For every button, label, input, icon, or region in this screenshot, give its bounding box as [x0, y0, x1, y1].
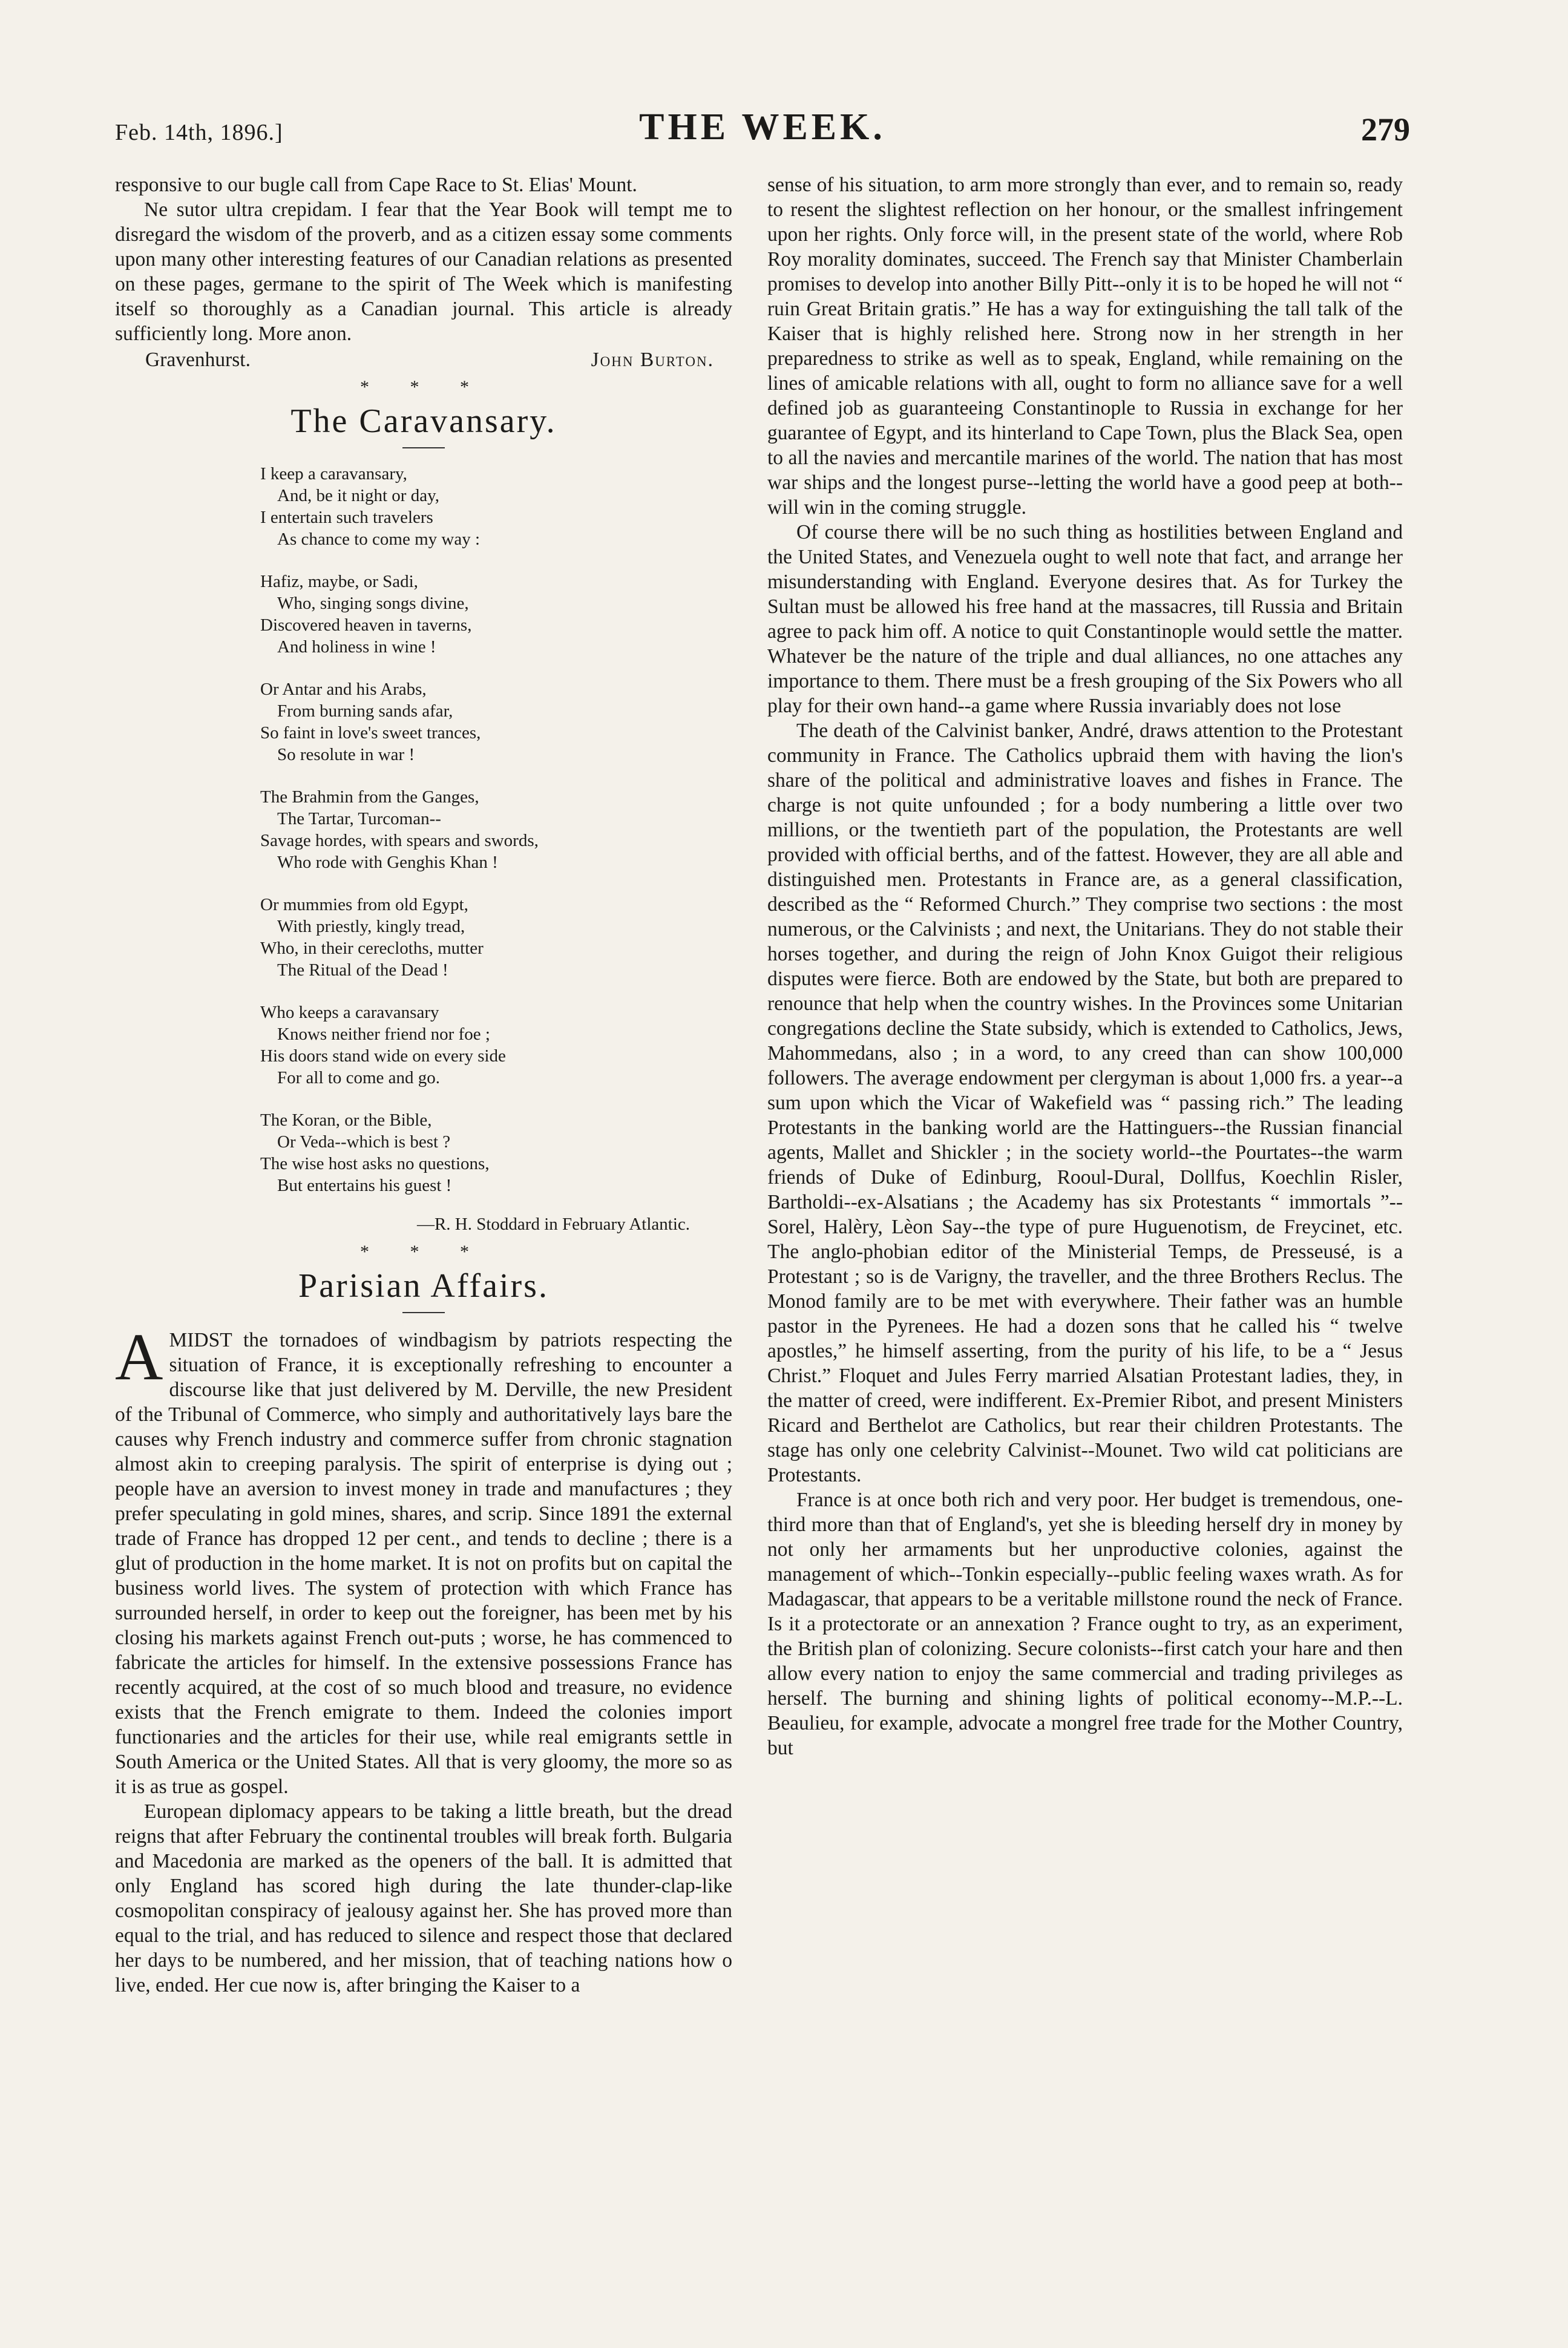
section-separator: * * * [360, 1242, 487, 1262]
poem-line: And, be it night or day, [277, 486, 439, 505]
issue-date: Feb. 14th, 1896.] [115, 120, 283, 145]
poem-line: Who rode with Genghis Khan ! [277, 853, 498, 872]
continued-paragraph: sense of his situation, to arm more strongly than ever, and to remain so, ready to resent the slightest reflection on her honour, or the smallest infringement upon her rights. Only force will, in the present state of the world, where Rob Roy morality dominates, succeed. The French say that Minister Chamberlain promises to develop into another Billy Pitt--only it is to be hoped he will not “ ruin Great Britain gratis.” He has a way for extinguishing the tall talk of the Kaiser that is highly relished here. Strong now in her strength in her preparedness to strike as well as to speak, England, while remaining on the lines of amicable relations with all, ought to form no alliance save for a well defined job as guaranteeing Constantinople to Russia in exchange for her guarantee of Egypt, and its hinterland to Cape Town, plus the Black Sea, open to all the navies and mercantile marines of the world. The nation that has most war ships and the longest purse--letting the world have a good peep at both--will win in the coming struggle. [767, 174, 1403, 519]
section-separator: * * * [360, 377, 487, 397]
poem-line: As chance to come my way : [277, 530, 481, 549]
article-opening-paragraph [115, 1320, 732, 1799]
poem-line: Savage hordes, with spears and swords, [260, 831, 539, 850]
poem-line: The Tartar, Turcoman-- [277, 809, 441, 828]
drop-cap: A [115, 1320, 163, 1394]
poem-line: I entertain such travelers [260, 508, 433, 527]
signature-name: John Burton. [591, 349, 714, 371]
poem-line: The Koran, or the Bible, [260, 1110, 432, 1130]
poem-line: From burning sands afar, [277, 701, 453, 721]
poem-line: Who, in their cerecloths, mutter [260, 939, 484, 958]
title-rule [402, 447, 445, 448]
poem-line: But entertains his guest ! [277, 1176, 452, 1195]
poem-line: Or mummies from old Egypt, [260, 895, 468, 914]
poem-line: The wise host asks no questions, [260, 1154, 490, 1173]
poem-stanza [260, 1109, 732, 1196]
poem-line: So faint in love's sweet trances, [260, 723, 481, 743]
poem-line: Who keeps a caravansary [260, 1003, 439, 1022]
poem-stanza [260, 678, 732, 766]
poem-line: So resolute in war ! [277, 745, 415, 764]
poem-line: I keep a caravansary, [260, 464, 407, 484]
paragraph: European diplomacy appears to be taking a little breath, but the dread reigns that after February the continental troubles will break forth. Bulgaria and Macedonia are marked as the openers of the ball. It is admitted that only England has scored high during the late thunder-clap-like cosmopolitan conspiracy of jealousy against her. She has proved more than equal to the trial, and has reduced to silence and respect those that declared her days to be numbered, and her mission, that of teaching nations how o live, ended. Her cue now is, after bringing the Kaiser to a [115, 1800, 732, 1996]
poem-line: Discovered heaven in taverns, [260, 615, 472, 635]
poem-line: Knows neither friend nor foe ; [277, 1025, 490, 1044]
poem-line: With priestly, kingly tread, [277, 917, 465, 936]
poem-line: And holiness in wine ! [277, 637, 436, 657]
article-opening-text: MIDST the tornadoes of windbagism by patriots respecting the situation of France, it is exceptionally refreshing to encounter a discourse like that just delivered by M. Derville, the new President of the Tribunal of Commerce, who simply and authoritatively lays bare the causes why French industry and commerce suffer from chronic stagnation almost akin to creeping paralysis. The spirit of enterprise is dying out ; people have an aversion to invest money in trade and manufactures ; they prefer speculating in gold mines, shares, and scrip. Since 1891 the external trade of France has dropped 12 per cent., and tends to decline ; there is a glut of production in the home market. It is not on profits but on capital the business world lives. The system of protection with which France has surrounded herself, in order to keep out the foreigner, has been met by his closing his markets against French out-puts ; worse, he has commenced to fabricate the articles for himself. In the extensive possessions France has recently acquired, at the cost of so much blood and treasure, no evidence exists that the French emigrate to them. Indeed the colonies import functionaries and the articles for their use, while real emigrants settle in South America or the United States. All that is very gloomy, the more so as it is as true as gospel. [115, 1329, 732, 1798]
poem-line: The Ritual of the Dead ! [277, 960, 448, 980]
title-rule [402, 1312, 445, 1313]
poem-line: Or Veda--which is best ? [277, 1132, 451, 1152]
poem-line: Or Antar and his Arabs, [260, 680, 427, 699]
section-title: Parisian Affairs. [298, 1267, 549, 1305]
right-column [767, 172, 1403, 1760]
continued-paragraph: responsive to our bugle call from Cape Race to St. Elias' Mount. [115, 174, 637, 196]
poem-stanza [260, 894, 732, 981]
poem-line: Hafiz, maybe, or Sadi, [260, 572, 418, 591]
poem [260, 463, 732, 1196]
poem-line: The Brahmin from the Ganges, [260, 787, 479, 807]
poem-stanza [260, 1002, 732, 1089]
poem-title: The Caravansary. [290, 402, 557, 440]
signature-line [115, 347, 732, 372]
poem-line: His doors stand wide on every side [260, 1046, 506, 1066]
poem-attribution: —R. H. Stoddard in February Atlantic. [416, 1215, 690, 1234]
poem-stanza [260, 786, 732, 873]
poem-stanza [260, 463, 732, 550]
paragraph: Of course there will be no such thing as hostilities between England and the United States, and Venezuela ought to well note that fact, and arrange her misunderstanding with England. Everyone desires that. As for Turkey the Sultan must be allowed his free hand at the massacres, till Russia and Britain agree to pack him off. A notice to quit Constantinople would settle the matter. Whatever be the nature of the triple and dual alliances, no one attaches any importance to them. There must be a fresh grouping of the Six Powers who all play for their own hand--a game where Russia invariably does not lose [767, 521, 1403, 717]
poem-line: For all to come and go. [277, 1068, 441, 1087]
page-number: 279 [1361, 111, 1410, 148]
masthead-title: THE WEEK. [639, 107, 886, 148]
paragraph: The death of the Calvinist banker, André, draws attention to the Protestant community in France. The Catholics upbraid them with having the lion's share of the political and administrative loaves and fishes in France. The charge is not quite unfounded ; for a body numbering a little over two millions, or the twentieth part of the population, the Protestants are well provided with official berths, and of the fattest. However, they are all able and distinguished men. Protestants in France are, as a general classification, described as the “ Reformed Church.” They comprise two sections : the most numerous, or the Calvinists ; and next, the Unitarians. They do not stable their horses together, and during the reign of John Knox Guigot their religious disputes were fierce. Both are endowed by the State, but both are prepared to renounce that help when the country wishes. In the Provinces some Unitarian congregations decline the State subsidy, which is extended to Catholics, Jews, Mahommedans, also ; in a word, to any creed than can show 100,000 followers. The average endowment per clergyman is about 1,000 frs. a year--a sum upon which the Vicar of Wakefield was “ passing rich.” The leading Protestants in the banking world are the Hattinguers--the Russian financial agents, Mallet and Shickler ; in the society world--the Pourtates--the warm friends of Duke of Edinburg, Rooul-Dural, Dollfus, Koechlin Risler, Bartholdi--ex-Alsatians ; the Academy has six Protestants “ immortals ”--Sorel, Halèry, Lèon Say--the type of pure Huguenotism, de Freycinet, etc. The anglo-phobian editor of the Ministerial Temps, de Presseusé, is a Protestant ; so is de Varigny, the traveller, and the three Brothers Reclus. The Monod family are to be met with everywhere. Their father was an humble pastor in the Pyrenees. He had a dozen sons that he called his “ twelve apostles,” he himself asserting, from the purity of his life, to be a “ Jesus Christ.” Floquet and Jules Ferry married Alsatian Protestant ladies, they, in the matter of creed, were indifferent. Ex-Premier Ribot, and present Ministers Ricard and Berthelot are Catholics, but rear their children Protestants. The stage has only one celebrity Calvinist--Mounet. Two wild cat politicians are Protestants. [767, 720, 1403, 1486]
page-header [115, 106, 1410, 166]
signature-place: Gravenhurst. [145, 349, 251, 371]
paragraph: Ne sutor ultra crepidam. I fear that the Year Book will tempt me to disregard the wisdom of the proverb, and as a citizen essay some comments upon many other interesting features of our Canadian relations as presented on these pages, germane to the spirit of The Week which is manifesting itself so thoroughly as a Canadian journal. This article is already sufficiently long. More anon. [115, 198, 732, 345]
left-column [115, 172, 732, 1998]
paragraph: France is at once both rich and very poor. Her budget is tremendous, one-third more than that of England's, yet she is bleeding herself dry in money by not only her armaments but her unproductive colonies, against the management of which--Tonkin especially--public feeling waxes wrath. As for Madagascar, that appears to be a veritable millstone round the neck of France. Is it a protectorate or an annexation ? France ought to try, as an experiment, the British plan of colonizing. Secure colonists--first catch your hare and then allow every nation to enjoy the same commercial and trading privileges as herself. The burning and shining lights of political economy--M.P.--L. Beaulieu, for example, advocate a mongrel free trade for the Mother Country, but [767, 1489, 1403, 1759]
poem-stanza [260, 571, 732, 658]
poem-line: Who, singing songs divine, [277, 594, 469, 613]
